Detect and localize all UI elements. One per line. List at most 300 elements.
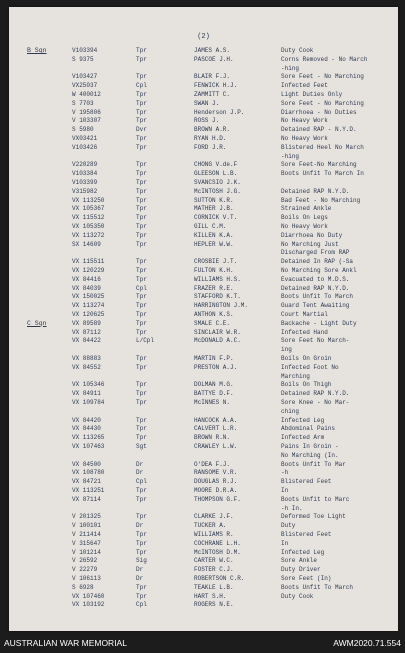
soldier-name: SMALE C.E. [194, 319, 231, 327]
list-item [9, 390, 398, 398]
list-item [9, 179, 398, 187]
list-item [9, 285, 398, 293]
list-item [9, 522, 398, 530]
rank: Tpr [136, 487, 147, 494]
service-number: VX 84422 [72, 337, 101, 345]
soldier-name: MATHER J.B. [194, 205, 234, 213]
rank: Tpr [136, 302, 147, 310]
medical-remark: Diarrhoea - No Duties [281, 108, 357, 116]
rank: Tpr [136, 187, 147, 195]
list-item [9, 346, 398, 354]
medical-remark: Corns Removed - No March [281, 55, 368, 63]
service-number: V103427 [72, 73, 98, 81]
medical-remark: No Marching Sore Ankl [281, 267, 357, 274]
list-item [9, 557, 398, 565]
list-item [9, 329, 398, 337]
list-item [9, 197, 398, 205]
list-item [9, 417, 398, 425]
service-number: S 9375 [72, 55, 94, 63]
list-item [9, 135, 398, 143]
soldier-name: GLEESON L.B. [194, 170, 238, 178]
soldier-name: FORD J.R. [194, 143, 227, 151]
list-item [9, 249, 398, 257]
medical-remark: Sore Knee - No Mar- [281, 399, 350, 406]
list-item [9, 73, 398, 81]
medical-remark: Boots Unfit To March [281, 583, 354, 591]
soldier-name: CARTER W.C. [194, 557, 234, 565]
service-number: VX 89589 [72, 319, 101, 327]
list-item [9, 364, 398, 372]
list-item [9, 82, 398, 90]
medical-remark: No Heavy Work [281, 223, 328, 230]
medical-remark: Sore Feet No March- [281, 337, 350, 345]
rank: Tpr [136, 390, 147, 398]
soldier-name: FULTON K.H. [194, 267, 234, 274]
soldier-name: BATTYE D.F. [194, 390, 234, 398]
list-item [9, 531, 398, 539]
list-item [9, 293, 398, 301]
soldier-name: WILLIAMS H.S. [194, 275, 241, 283]
list-item [9, 505, 398, 513]
soldier-name: HANCOCK A.A. [194, 416, 238, 424]
rank: Tpr [136, 135, 147, 142]
medical-remark: Evacuated to M.D.S. [281, 275, 350, 283]
soldier-name: PASCOE J.H. [194, 55, 234, 63]
rank: Tpr [136, 495, 147, 503]
service-number: VX 87114 [72, 495, 101, 503]
medical-remark: Boils On Legs [281, 214, 328, 222]
soldier-name: THOMPSON G.F. [194, 495, 241, 503]
medical-remark: In [281, 487, 289, 494]
list-item [9, 593, 398, 601]
list-item [9, 144, 398, 152]
list-item [9, 276, 398, 284]
rank: Tpr [136, 531, 147, 538]
soldier-name: McINNES N. [194, 399, 231, 406]
list-item [9, 399, 398, 407]
soldier-name: SWAN J. [194, 99, 220, 107]
medical-remark: Guard Tent Awaiting [281, 302, 350, 310]
rank: Tpr [136, 513, 147, 521]
service-number: VX 84500 [72, 460, 101, 468]
service-number: VX 150025 [72, 293, 105, 301]
medical-remark: Strained Ankle [281, 205, 332, 213]
service-number: V 26592 [72, 557, 98, 565]
service-number: S 7703 [72, 99, 94, 107]
medical-remark: Blistered Feet [281, 478, 332, 486]
soldier-name: BLAIR F.J. [194, 73, 231, 81]
service-number: VX 105367 [72, 205, 105, 213]
list-item [9, 267, 398, 275]
soldier-name: SINCLAIR W.R. [194, 328, 241, 336]
service-number: V 101214 [72, 548, 101, 556]
medical-remark: No Marching Just [281, 240, 339, 248]
soldier-name: BROWN R.N. [194, 434, 231, 442]
medical-remark: Duty Driver [281, 566, 321, 574]
service-number: VX 84420 [72, 416, 101, 424]
service-number: V220289 [72, 161, 98, 169]
rank: Dr [136, 522, 144, 530]
medical-remark: Detained RAP N.Y.D. [281, 284, 350, 292]
list-item [9, 241, 398, 249]
service-number: V 195806 [72, 108, 101, 116]
rank: Sig [136, 557, 147, 565]
service-number: VX 113251 [72, 487, 105, 494]
rank: Tpr [136, 328, 147, 336]
service-number: VX 115512 [72, 214, 105, 222]
medical-remark: No Heavy Work [281, 135, 328, 142]
soldier-name: COCHRANE L.H. [194, 539, 241, 547]
rank: Dvr [136, 126, 147, 134]
medical-remark: In [281, 539, 289, 547]
rank: Tpr [136, 143, 147, 151]
list-item [9, 188, 398, 196]
service-number: VX 105346 [72, 381, 105, 389]
service-number: VX 108780 [72, 469, 105, 477]
rank: Tpr [136, 47, 147, 54]
service-number: VX03421 [72, 135, 98, 142]
list-item [9, 109, 398, 117]
list-item [9, 214, 398, 222]
soldier-name: Henderson J.P. [194, 108, 245, 116]
service-number: S 6928 [72, 583, 94, 591]
medical-remark: Detained RAP N.Y.D. [281, 390, 350, 398]
rank: Tpr [136, 161, 147, 169]
soldier-name: O'DEA F.J. [194, 460, 231, 468]
service-number: S 5980 [72, 126, 94, 134]
medical-remark: Light Duties Only [281, 91, 343, 98]
rank: Tpr [136, 55, 147, 63]
service-number: VX 107460 [72, 592, 105, 600]
rank: Cpl [136, 601, 147, 609]
soldier-name: FOSTER C.J. [194, 566, 234, 574]
service-number: W 400012 [72, 91, 101, 98]
rank: Tpr [136, 231, 147, 239]
page-number: (2) [197, 33, 210, 41]
soldier-name: SVANCSIO J.K. [194, 179, 241, 186]
medical-remark: ing [281, 346, 292, 354]
rank: Tpr [136, 196, 147, 204]
rank: Cpl [136, 478, 147, 486]
rank: Tpr [136, 363, 147, 371]
soldier-name: MOORE D.R.A. [194, 487, 238, 494]
list-item [9, 584, 398, 592]
medical-remark: Infected Feet [281, 82, 328, 90]
list-item [9, 575, 398, 583]
medical-remark: Duty Cook [281, 592, 314, 600]
list-item [9, 487, 398, 495]
soldier-name: McINTOSH J.G. [194, 187, 241, 195]
list-item [9, 469, 398, 477]
service-number: SX 14609 [72, 240, 101, 248]
service-number: VX 84430 [72, 425, 101, 433]
rank: Tpr [136, 399, 147, 406]
service-number: V 211414 [72, 531, 101, 538]
medical-remark: Infected Arm [281, 434, 325, 442]
list-item [9, 117, 398, 125]
rank: Tpr [136, 91, 147, 98]
service-number: V103426 [72, 143, 98, 151]
service-number: V103384 [72, 170, 98, 178]
service-number: VX 105350 [72, 223, 105, 230]
service-number: V 315647 [72, 539, 101, 547]
rank: Tpr [136, 73, 147, 81]
service-number: VX 84416 [72, 275, 101, 283]
rank: Tpr [136, 381, 147, 389]
list-item [9, 478, 398, 486]
rank: Tpr [136, 179, 147, 186]
soldier-name: HARRINGTON J.M. [194, 302, 249, 310]
service-number: VX 113265 [72, 434, 105, 442]
soldier-name: CORNICK V.T. [194, 214, 238, 222]
rank: Tpr [136, 108, 147, 116]
medical-remark: Blistered Feet [281, 531, 332, 538]
medical-remark: Sore Feet - No Marching [281, 99, 364, 107]
service-number: VX 88883 [72, 355, 101, 362]
medical-remark: -h [281, 469, 289, 477]
rank: Tpr [136, 539, 147, 547]
soldier-name: HEPLER W.W. [194, 240, 234, 248]
medical-remark: Abdominal Pains [281, 425, 336, 433]
list-item [9, 311, 398, 319]
medical-remark: Bad Feet - No Marching [281, 196, 361, 204]
list-item [9, 100, 398, 108]
list-item [9, 408, 398, 416]
soldier-name: ROSS J. [194, 117, 220, 125]
rank: Tpr [136, 267, 147, 274]
service-number: V315982 [72, 187, 98, 195]
soldier-name: SUTTON K.R. [194, 196, 234, 204]
soldier-name: ZAMMITT C. [194, 91, 231, 98]
medical-remark: Sore Feet - No Marching [281, 73, 364, 81]
soldier-name: TUCKER A. [194, 522, 227, 530]
rank: L/Cpl [136, 337, 155, 345]
medical-remark: Infected Leg [281, 416, 325, 424]
soldier-name: TEAKLE L.B. [194, 583, 234, 591]
catalogue-number: AWM2020.71.554 [333, 638, 401, 648]
soldier-name: CROSBIE J.T. [194, 258, 238, 266]
service-number: VX 115511 [72, 258, 105, 266]
list-item [9, 126, 398, 134]
soldier-name: RYAN H.D. [194, 135, 227, 142]
medical-remark: Court Martial [281, 311, 328, 318]
soldier-name: GILL C.M. [194, 223, 227, 230]
medical-remark: Sore Feet (In) [281, 575, 332, 582]
medical-remark: Infected Hand [281, 328, 328, 336]
soldier-name: KILLEN K.A. [194, 231, 234, 239]
service-number: V103399 [72, 179, 98, 186]
medical-remark: Blistered Heel No March [281, 143, 364, 151]
rank: Tpr [136, 548, 147, 556]
rank: Tpr [136, 240, 147, 248]
service-number: VX 103192 [72, 601, 105, 609]
medical-remark: Diarrhoea No Duty [281, 231, 343, 239]
soldier-name: BROWN A.R. [194, 126, 231, 134]
list-item [9, 381, 398, 389]
list-item [9, 47, 398, 55]
service-number: VX 113272 [72, 231, 105, 239]
service-number: VX 120229 [72, 267, 105, 274]
medical-remark: Boots Unfit To March In [281, 170, 364, 178]
rank: Dr [136, 575, 144, 582]
service-number: VX 109784 [72, 399, 105, 406]
list-item [9, 337, 398, 345]
medical-remark: Marching [281, 372, 310, 380]
list-item [9, 443, 398, 451]
list-item [9, 461, 398, 469]
rank: Dr [136, 566, 144, 574]
rank: Tpr [136, 355, 147, 362]
soldier-name: DOLMAN M.G. [194, 381, 234, 389]
rank: Sgt [136, 443, 147, 450]
list-item [9, 496, 398, 504]
service-number: VX 120625 [72, 311, 105, 318]
medical-remark: Boils On Thigh [281, 381, 332, 389]
service-number: VX 87112 [72, 328, 101, 336]
rank: Tpr [136, 425, 147, 433]
medical-remark: No Heavy Work [281, 117, 328, 125]
medical-remark: Duty [281, 522, 296, 530]
service-number: VX 84039 [72, 284, 101, 292]
rank: Tpr [136, 319, 147, 327]
list-item [9, 355, 398, 363]
document-page [9, 7, 398, 631]
rank: Tpr [136, 275, 147, 283]
rank: Tpr [136, 416, 147, 424]
soldier-name: ROGERS N.E. [194, 601, 234, 609]
rank: Tpr [136, 583, 147, 591]
rank: Cpl [136, 82, 147, 90]
soldier-name: McINTOSH D.M. [194, 548, 241, 556]
medical-remark: Boots Unfit To Mar [281, 460, 346, 468]
soldier-name: DOUGLAS R.J. [194, 478, 238, 486]
soldier-name: FRAZER R.E. [194, 284, 234, 292]
rank: Tpr [136, 293, 147, 301]
medical-remark: -hing [281, 64, 300, 72]
soldier-name: ANTHON K.S. [194, 311, 234, 318]
medical-remark: Pains In Groin - [281, 443, 339, 450]
rank: Tpr [136, 434, 147, 442]
medical-remark: Boils On Groin [281, 355, 332, 362]
medical-remark: Boots Unfit to Marc [281, 495, 350, 503]
medical-remark: Backache - Light Duty [281, 319, 357, 327]
service-number: V 201325 [72, 513, 101, 521]
soldier-name: FENWICK H.J. [194, 82, 238, 90]
rank: Tpr [136, 99, 147, 107]
soldier-name: CLARKE J.F. [194, 513, 234, 521]
service-number: VX 107463 [72, 443, 105, 450]
medical-remark: Boots Unfit To March [281, 293, 354, 301]
rank: Tpr [136, 311, 147, 318]
medical-remark: Duty Cook [281, 47, 314, 54]
list-item [9, 161, 398, 169]
rank: Dr [136, 460, 144, 468]
list-item [9, 223, 398, 231]
soldier-name: McDONALD A.C. [194, 337, 241, 345]
service-number: V 22279 [72, 566, 98, 574]
soldier-name: STAFFORD K.T. [194, 293, 241, 301]
medical-remark: Detained RAP - N.Y.D. [281, 126, 357, 134]
medical-remark: Sore Ankle [281, 557, 318, 565]
medical-remark: Detained In RAP (-Sa [281, 258, 354, 266]
list-item [9, 153, 398, 161]
soldier-name: JAMES A.S. [194, 47, 231, 54]
service-number: V103394 [72, 47, 98, 54]
rank: Tpr [136, 592, 147, 600]
soldier-name: CRAWLEY L.W. [194, 443, 238, 450]
list-item [9, 205, 398, 213]
medical-remark: ching [281, 407, 300, 415]
service-number: VX 84911 [72, 390, 101, 398]
list-item [9, 540, 398, 548]
list-item [9, 452, 398, 460]
rank: Cpl [136, 284, 147, 292]
squadron-label: C Sqn [27, 319, 47, 327]
service-number: V 103307 [72, 117, 101, 125]
list-item [9, 425, 398, 433]
service-number: VX 113250 [72, 196, 105, 204]
soldier-name: MARTIN F.P. [194, 355, 234, 362]
list-item [9, 320, 398, 328]
soldier-name: PRESTON A.J. [194, 363, 238, 371]
rank: Dr [136, 469, 144, 477]
list-item [9, 258, 398, 266]
rank: Tpr [136, 223, 147, 230]
rank: Tpr [136, 205, 147, 213]
medical-remark: Deformed Toe Light [281, 513, 346, 521]
medical-remark: Sore Feet-No Marching [281, 161, 357, 169]
soldier-name: WILLIAMS R. [194, 531, 234, 538]
list-item [9, 91, 398, 99]
list-item [9, 566, 398, 574]
list-item [9, 513, 398, 521]
squadron-label: B Sqn [27, 47, 47, 54]
medical-remark: Discharged From RAP [281, 249, 350, 257]
medical-remark: No Marching (In. [281, 451, 339, 459]
list-item [9, 56, 398, 64]
list-item [9, 232, 398, 240]
rank: Tpr [136, 258, 147, 266]
rank: Tpr [136, 214, 147, 222]
service-number: VX 84721 [72, 478, 101, 486]
institution-name: AUSTRALIAN WAR MEMORIAL [4, 638, 127, 648]
rank: Tpr [136, 170, 147, 178]
rank: Tpr [136, 117, 147, 125]
soldier-name: CHONG V.de.F [194, 161, 238, 169]
medical-remark: Infected Foot No [281, 363, 339, 371]
soldier-name: ROBERTSON C.R. [194, 575, 245, 582]
list-item [9, 65, 398, 73]
medical-remark: -hing [281, 152, 300, 160]
soldier-name: CALVERT L.R. [194, 425, 238, 433]
soldier-name: RANSOME V.R. [194, 469, 238, 477]
medical-remark: Infected Leg [281, 548, 325, 556]
service-number: V 100101 [72, 522, 101, 530]
list-item [9, 601, 398, 609]
service-number: VX25037 [72, 82, 98, 90]
list-item [9, 373, 398, 381]
list-item [9, 170, 398, 178]
list-item [9, 434, 398, 442]
soldier-name: HART S.H. [194, 592, 227, 600]
archive-footer [0, 633, 405, 653]
service-number: V 106113 [72, 575, 101, 582]
service-number: VX 113274 [72, 302, 105, 310]
list-item [9, 549, 398, 557]
medical-remark: Detained RAP N.Y.D. [281, 187, 350, 195]
medical-remark: -h In. [281, 504, 303, 512]
service-number: VX 84552 [72, 363, 101, 371]
